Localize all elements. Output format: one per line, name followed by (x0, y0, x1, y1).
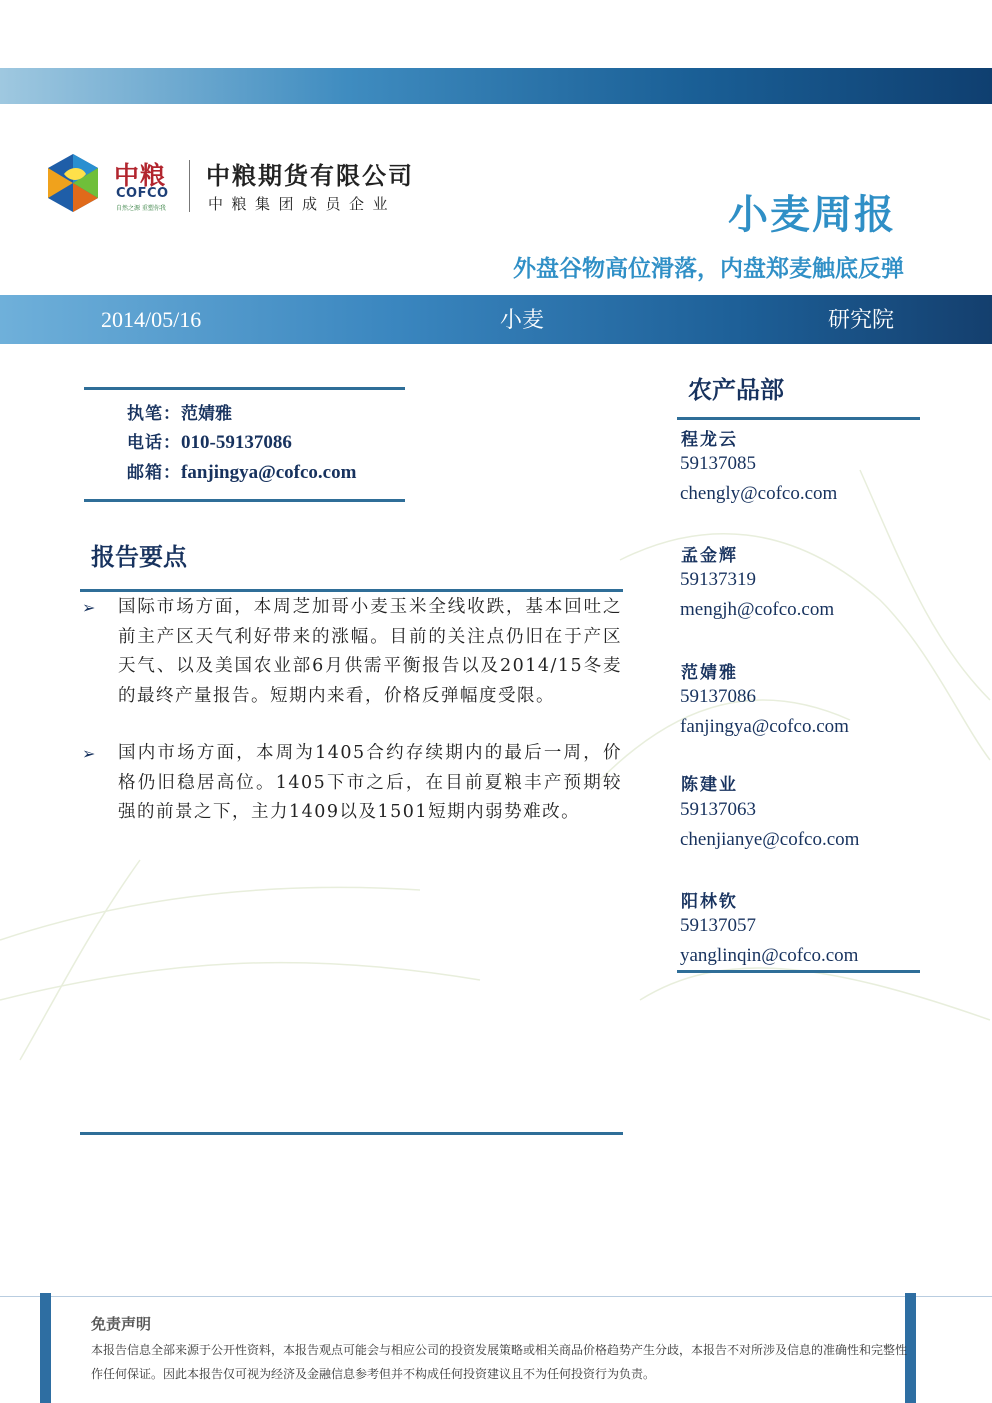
contact-email[interactable]: yanglinqin@cofco.com (680, 945, 859, 966)
key-points-divider-bottom (80, 1132, 623, 1135)
contact-phone: 59137086 (680, 686, 756, 707)
author-phone (127, 428, 292, 454)
top-banner (0, 68, 992, 104)
contact-email[interactable]: chengly@cofco.com (680, 483, 838, 504)
writer-label: 执笔： (127, 404, 181, 424)
author-writer (127, 399, 232, 424)
contact-name: 范婧雅 (681, 663, 738, 683)
key-point-paragraph: 国内市场方面，本周为1405合约存续期内的最后一周，价格仍旧稳居高位。1405下市之后，在目前夏粮丰产预期较强的前景之下，主力1409以及1501短期内弱势难改。 (118, 743, 622, 822)
contact-name: 程龙云 (681, 430, 738, 450)
department-divider-bottom (677, 970, 920, 973)
contact-email[interactable]: fanjingya@cofco.com (680, 716, 849, 737)
key-points-divider-top (80, 589, 623, 592)
contact-email[interactable]: chenjianye@cofco.com (680, 829, 860, 850)
logo-divider (189, 160, 190, 212)
company-name: 中粮期货有限公司 (206, 162, 414, 190)
cofco-logo-icon (42, 152, 104, 214)
disclaimer-title: 免责声明 (91, 1315, 152, 1333)
company-subtitle: 中粮集团成员企业 (208, 195, 397, 213)
report-department: 研究院 (828, 307, 895, 332)
report-subtitle: 外盘谷物高位滑落，内盘郑麦触底反弹 (513, 255, 904, 282)
report-category: 小麦 (500, 307, 545, 332)
contact-phone: 59137319 (680, 569, 756, 590)
report-title: 小麦周报 (728, 191, 896, 238)
contact-name: 孟金辉 (681, 546, 738, 566)
logo-english-text: COFCO (116, 186, 169, 201)
phone-value: 010-59137086 (181, 432, 292, 453)
author-divider-bottom (84, 499, 405, 502)
author-divider-top (84, 387, 405, 390)
contact-name: 陈建业 (681, 775, 738, 795)
disclaimer-text: 本报告信息全部来源于公开性资料，本报告观点可能会与相应公司的投资发展策略或相关商品价格趋势产生分歧，本报告不对所涉及信息的准确性和完整性作任何保证。因此本报告仅可视为经济及金融信息参考但并不构成任何投资建议且不为任何投资行为负责。 (91, 1343, 908, 1381)
key-point-paragraph: 国际市场方面，本周芝加哥小麦玉米全线收跌，基本回吐之前主产区天气利好带来的涨幅。目前的关注点仍旧在于产区天气、以及美国农业部6月供需平衡报告以及2014/15冬麦的最终产量报告。短期内来看，价格反弹幅度受限。 (118, 597, 622, 706)
contact-phone: 59137085 (680, 453, 756, 474)
writer-name: 范婧雅 (181, 404, 232, 424)
report-date: 2014/05/16 (101, 307, 202, 332)
bullet-icon: ➢ (82, 598, 96, 617)
department-divider-top (677, 417, 920, 420)
logo-chinese-text: 中粮 (114, 161, 167, 190)
contact-name: 阳林钦 (681, 892, 738, 912)
logo-slogan: 自然之源 重塑你我 (116, 205, 166, 212)
footer-divider (0, 1296, 992, 1297)
department-heading: 农产品部 (688, 375, 784, 404)
key-points-heading: 报告要点 (91, 542, 187, 571)
contact-phone: 59137063 (680, 799, 756, 820)
contact-phone: 59137057 (680, 915, 756, 936)
email-label: 邮箱： (127, 463, 181, 483)
footer-accent-left (40, 1293, 51, 1403)
contact-email[interactable]: mengjh@cofco.com (680, 599, 835, 620)
info-band (0, 295, 992, 344)
phone-label: 电话： (127, 433, 181, 453)
author-email (127, 458, 356, 484)
bullet-icon: ➢ (82, 744, 96, 763)
email-value[interactable]: fanjingya@cofco.com (181, 462, 357, 483)
